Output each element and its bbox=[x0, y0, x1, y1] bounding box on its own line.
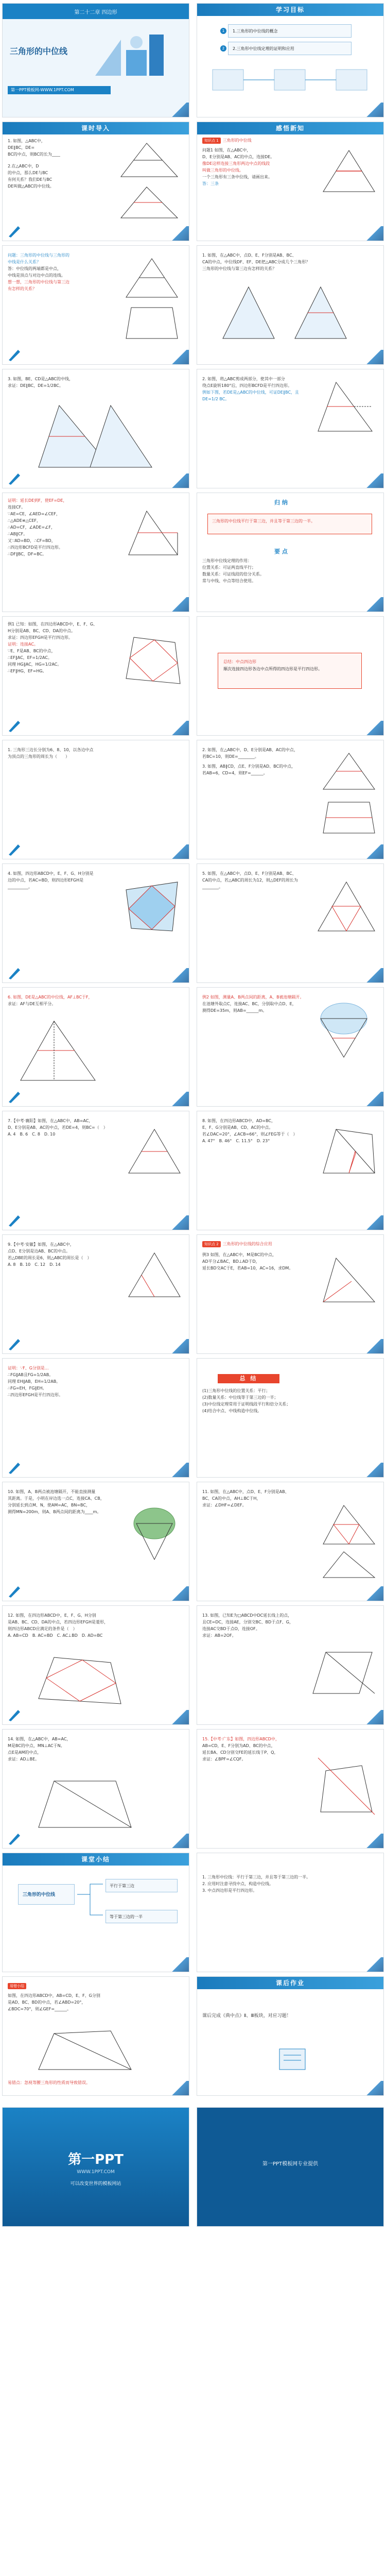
text-line: 总结：中点四边形 bbox=[223, 659, 256, 664]
text-line: 绕点E旋转180°后，四边形BCFD是平行四边形。 bbox=[202, 383, 292, 388]
exercise-text bbox=[8, 1488, 116, 1515]
question-text bbox=[202, 252, 372, 272]
text-line: 9.【中考·安徽】如图，在△ABC中， bbox=[8, 1242, 74, 1247]
text-line: BC、CA的中点，AH⊥BC于H， bbox=[202, 1496, 261, 1501]
text-line: AD平分∠BAC，BD⊥AD于D， bbox=[202, 1259, 260, 1264]
text-line: 求证：AD⊥BE。 bbox=[8, 1757, 40, 1761]
summary-node-text: 平行于第三边 bbox=[110, 1884, 134, 1888]
slide-exercise-6 bbox=[2, 1111, 189, 1230]
slide-exercise-11 bbox=[197, 1482, 384, 1601]
exercise-text bbox=[202, 870, 315, 890]
pen-icon bbox=[7, 718, 22, 733]
exercise-text bbox=[8, 1117, 121, 1138]
slide-title: 课时导入 bbox=[3, 122, 189, 134]
text-line: CA的中点，中位线DF、EF、DE把△ABC分成几个三角形？ bbox=[202, 260, 310, 264]
text-line: (4)结合中点、中线构造中位线。 bbox=[202, 1409, 262, 1413]
text-line: 11. 如图，在△ABC中，点D、E、F分别是AB、 bbox=[202, 1489, 289, 1494]
text-line: ________。 bbox=[202, 885, 223, 889]
summary-node-text: 三角形的中位线 bbox=[23, 1892, 56, 1897]
exercise-text bbox=[8, 747, 178, 760]
intro-text bbox=[8, 138, 111, 190]
text-line: ∴△ADE≌△CEF， bbox=[8, 518, 41, 523]
text-line: 数量关系：可证线段的倍分关系。 bbox=[202, 572, 264, 577]
goal-number: 2 bbox=[220, 45, 226, 52]
text-line: 点D、E分别是边AB、BC的中点。 bbox=[8, 1249, 71, 1253]
example-text bbox=[202, 1251, 315, 1272]
text-line: 证明：∵F、G分别是... bbox=[8, 1366, 49, 1370]
summary-brace bbox=[75, 1879, 106, 1930]
slide-exercise-13 bbox=[197, 1605, 384, 1725]
pen-icon bbox=[7, 1336, 22, 1351]
mistake-figure bbox=[33, 2028, 136, 2075]
text-line: 4. 如图，四边形ABCD中，E、F、G、H分别是 bbox=[8, 871, 94, 876]
example-text bbox=[202, 994, 305, 1014]
text-line: 测得DE=35m，则AB=______m。 bbox=[202, 1008, 267, 1013]
pond-figure bbox=[310, 998, 377, 1060]
text-line: 三角形的中位线与第三边有怎样的关系？ bbox=[202, 266, 276, 271]
cover-title: 三角形的中位线 bbox=[10, 46, 68, 56]
text-line: 问题1 如图，在△ABC中， bbox=[202, 148, 251, 152]
proof-text bbox=[8, 1365, 121, 1398]
homework-text: 课后完成《典中点》Ⅱ、Ⅲ板块，对应习题！ bbox=[202, 2013, 291, 2019]
summary-node-root bbox=[18, 1884, 75, 1905]
pond-figure bbox=[126, 1503, 183, 1565]
question-figure bbox=[218, 282, 362, 344]
text-line: D、E分别是AB、AC的中点，连接DE。 bbox=[202, 155, 275, 159]
text-line: 7.【中考·襄阳】如图，在△ABC中，AB=AC， bbox=[8, 1118, 93, 1123]
summary-text bbox=[202, 1387, 372, 1414]
exercise-figure bbox=[126, 1250, 183, 1302]
exercise-text bbox=[202, 1736, 315, 1762]
slide-cover bbox=[2, 3, 189, 117]
text-line: D、E分别是AB、AC的中点，若DE=4，则BC=（ ） bbox=[8, 1125, 108, 1130]
exercise-figure bbox=[321, 751, 377, 838]
example-text bbox=[8, 621, 121, 674]
text-line: 又∵AD=BD，∴CF=BD， bbox=[8, 538, 56, 543]
cover-site: 第一PPT模板网-WWW.1PPT.COM bbox=[8, 86, 111, 94]
knowledge-tag: 知识点 2 bbox=[202, 1241, 221, 1247]
goal-number: 1 bbox=[220, 28, 226, 34]
pen-icon bbox=[7, 841, 22, 857]
summary-heading: 归 纳 bbox=[274, 499, 288, 506]
text-line: 2. 应用时注意寻找中点，构造中位线。 bbox=[202, 1882, 274, 1886]
exercise-figure bbox=[121, 879, 183, 936]
proof-text bbox=[8, 497, 121, 557]
text-line: 想一想，三角形的中位线与第三边 bbox=[8, 280, 69, 284]
text-line: E、F、G分别是AB、CD、AC的中点。 bbox=[202, 1125, 273, 1130]
slide-question-1 bbox=[2, 245, 189, 365]
summary-node bbox=[106, 1910, 178, 1923]
pen-icon bbox=[7, 1707, 22, 1722]
knowledge-title: 三角形的中位线的综合应用 bbox=[222, 1242, 272, 1246]
slide-title: 课后作业 bbox=[197, 1977, 383, 1989]
exercise-text bbox=[202, 1488, 315, 1509]
text-line: 测得MN=200m，则A、B两点间的距离为____m。 bbox=[8, 1510, 101, 1514]
text-line: 2. 如图，将△ABC剪成两部分，使其中一部分 bbox=[202, 377, 285, 381]
text-line: 3. 如图，BE、CD是△ABC的中线， bbox=[8, 377, 74, 381]
slide-summary-2 bbox=[197, 1358, 384, 1478]
text-line: 叫做三角形的中位线。 bbox=[202, 168, 243, 173]
proof-figure bbox=[126, 509, 183, 560]
slide-exercise-10 bbox=[2, 1482, 189, 1601]
exercise-text bbox=[8, 1736, 121, 1762]
footer-logo: 第一PPT bbox=[68, 2152, 124, 2167]
text-line: H分别是AB、BC、CD、DA的中点。 bbox=[8, 629, 76, 633]
text-line: 例如下图，若DE是△ABC的中位线，可证DE∥BC，且 bbox=[202, 390, 299, 395]
text-line: ∴EF∥AC，EF=1/2AC。 bbox=[8, 655, 52, 660]
text-line: 一个三角形有三条中位线，请画出来。 bbox=[202, 175, 272, 179]
text-line: 有怎样的关系？ bbox=[8, 286, 37, 291]
text-line: ∴FG∥AB且FG=1/2AB。 bbox=[8, 1372, 54, 1377]
slide-exercise-12 bbox=[2, 1605, 189, 1725]
text-line: 若AB=6，CD=4，则EF=______。 bbox=[202, 771, 268, 775]
question-text bbox=[8, 376, 178, 389]
text-line: ∴DF∥BC，DF=BC。 bbox=[8, 552, 47, 556]
summary-node-text: 等于第三边的一半 bbox=[110, 1914, 143, 1919]
text-line: 证明：连接AC。 bbox=[8, 642, 38, 647]
text-line: 延长BA、CD分别交FE的延长线于P、Q， bbox=[202, 1750, 278, 1755]
text-line: 是AD、BC、BD的中点，若∠ABD=20°， bbox=[8, 2000, 86, 2005]
slide-exercise-4 bbox=[197, 863, 384, 983]
summary-heading: 总 结 bbox=[218, 1374, 279, 1383]
text-line: 顺次连接四边形各边中点所得的四边形是平行四边形。 bbox=[223, 667, 322, 671]
text-line: 有何关系？我们DE与BC bbox=[8, 177, 52, 182]
text-line: 2.在△ABC中，D bbox=[8, 164, 39, 168]
text-line: 13. 如图，已知E为□ABCD中DC延长线上的点， bbox=[202, 1613, 292, 1618]
exercise-figure bbox=[321, 1503, 377, 1580]
rotation-figure bbox=[315, 380, 377, 436]
slide-intro bbox=[2, 122, 189, 241]
text-line: 1. 如图，△ABC中， bbox=[8, 139, 45, 143]
exercise-text bbox=[8, 1612, 121, 1639]
exercise-text bbox=[8, 1241, 121, 1268]
text-line: 求证：∠DHF=∠DEF。 bbox=[202, 1503, 247, 1507]
text-line: ∴FG=EH，FG∥EH。 bbox=[8, 1386, 47, 1391]
text-line: 延长BD交AC于E，若AB=10，AC=16，求DM。 bbox=[202, 1266, 293, 1270]
text-line: __________。 bbox=[8, 885, 32, 889]
footer-slide-right bbox=[197, 2107, 384, 2227]
exercise-figure bbox=[18, 1019, 100, 1086]
text-line: 8. 如图，在四边形ABCD中，AD=BC， bbox=[202, 1118, 276, 1123]
exercise-figure bbox=[321, 1127, 377, 1178]
text-line: 14. 如图，在△ABC中，AB=AC， bbox=[8, 1737, 71, 1741]
text-line: 是AB、BC、CD、DA的中点，若四边形EFGH是菱形， bbox=[8, 1620, 109, 1624]
proof-figure bbox=[33, 400, 157, 472]
text-line: 求证：DE∥BC，DE=1/2BC。 bbox=[8, 383, 63, 388]
text-line: ∴四边形BCFD是平行四边形。 bbox=[8, 545, 63, 550]
text-line: M是BC的中点，MN⊥AC于N。 bbox=[8, 1743, 65, 1748]
knowledge-point-header bbox=[202, 138, 252, 144]
text-line: 12. 如图，在四边形ABCD中，E、F、G、H分别 bbox=[8, 1613, 96, 1618]
text-line: A. 8 B. 10 C. 12 D. 14 bbox=[8, 1262, 61, 1267]
pen-icon bbox=[7, 965, 22, 980]
slide-class-summary bbox=[2, 1853, 189, 1972]
text-line: 的中点，那么DE与BC bbox=[8, 171, 48, 175]
text-line: 其距离。于是，小明在岸边选一点C，连接CA、CB， bbox=[8, 1496, 104, 1501]
text-line: DE∥BC，DE= bbox=[8, 145, 35, 150]
text-line: AB=CD，E、F分别为AD、BC的中点， bbox=[202, 1743, 275, 1748]
text-line: 3. 如图，AB∥CD，点E、F分别是AD、BC的中点， bbox=[202, 764, 296, 769]
slide-exercise-3 bbox=[2, 863, 189, 983]
text-line: 1. 三角形中位线：平行于第三边，并且等于第三边的一半。 bbox=[202, 1875, 311, 1879]
text-line: A. 4 B. 6 C. 8 D. 10 bbox=[8, 1132, 56, 1137]
text-line: 例3 如图，在△ABC中，M是BC的中点， bbox=[202, 1252, 277, 1257]
quadrilateral-figure bbox=[124, 632, 185, 689]
text-line: 10. 如图，A、B两点被池塘隔开，不能直接测量 bbox=[8, 1489, 96, 1494]
text-line: 同理 EH∥AB，EH=1/2AB。 bbox=[8, 1379, 61, 1384]
pen-icon bbox=[7, 347, 22, 362]
text-line: 连接AC交BD于点O，连接OF。 bbox=[202, 1626, 260, 1631]
text-line: 若∠DAC=20°，∠ACB=66°，则∠FEG等于（ ） bbox=[202, 1132, 297, 1137]
pen-icon bbox=[7, 223, 22, 239]
text-line: 求证：∠BPF=∠CQF。 bbox=[202, 1757, 246, 1761]
slide-exercise-7 bbox=[197, 1111, 384, 1230]
text-line: 若△DBE的周长是6，则△ABC的周长是（ ） bbox=[8, 1256, 92, 1260]
slide-title: 学习目标 bbox=[197, 4, 383, 16]
slide-new-knowledge bbox=[197, 122, 384, 241]
exercise-figure bbox=[126, 1127, 183, 1178]
exercise-text bbox=[8, 870, 121, 890]
knowledge-point-header bbox=[202, 1241, 272, 1247]
text-line: 位置关系：可证两直线平行； bbox=[202, 565, 256, 570]
text-line: A. 47° B. 46° C. 11.5° D. 23° bbox=[202, 1139, 270, 1143]
text-line: 且CE=DC，连接AE，分别交BC、BD于点F、G， bbox=[202, 1620, 293, 1624]
text-line: ∴AD=CF，∠ADE=∠F， bbox=[8, 525, 55, 530]
goal-box-1 bbox=[222, 24, 352, 38]
mistake-text bbox=[8, 1992, 121, 2012]
slide-exercise-8 bbox=[2, 1234, 189, 1354]
midline-triangle-figure bbox=[321, 148, 377, 194]
pen-icon bbox=[7, 1460, 22, 1475]
summary-text bbox=[218, 653, 361, 678]
slide-proof-setup bbox=[2, 369, 189, 488]
slide-homework bbox=[197, 1976, 384, 2096]
knowledge-text bbox=[202, 147, 315, 187]
slide-exercise-5 bbox=[2, 987, 189, 1107]
text-line: ∵AE=CE，∠AED=∠CEF， bbox=[8, 512, 60, 516]
exercise-text bbox=[202, 1117, 315, 1144]
slide-exercise-15 bbox=[197, 1729, 384, 1849]
text-line: 连接CF。 bbox=[8, 505, 26, 510]
text-line: 3. 中点四边形是平行四边形。 bbox=[202, 1888, 257, 1893]
pen-icon bbox=[7, 470, 22, 486]
slide-example-1 bbox=[2, 616, 189, 736]
goal-box-2 bbox=[222, 42, 352, 55]
exercise-text bbox=[8, 994, 121, 1007]
text-line: CA的中点，若△ABC的周长为12，则△DEF的周长为 bbox=[202, 878, 298, 883]
text-line: 中线是什么关系？ bbox=[8, 260, 41, 264]
slide-proof bbox=[2, 493, 189, 612]
text-line: 例1 已知：如图，在四边形ABCD中，E、F、G、 bbox=[8, 622, 98, 626]
text-line: 为顶点的三角形的周长为（ ） bbox=[8, 754, 69, 759]
text-line: 答：三条 bbox=[202, 181, 219, 186]
slide-goals bbox=[197, 3, 384, 117]
text-line: DE叫做△ABC的中位线。 bbox=[8, 184, 54, 189]
text-line: 像DE这样连接三角形两边中点的线段 bbox=[202, 161, 270, 166]
text-line: 问题：三角形的中位线与三角形的 bbox=[8, 253, 69, 258]
goals-flow-diagram bbox=[207, 64, 372, 100]
question-figure bbox=[121, 256, 183, 344]
text-line: (3)中位线定理常用于证明线段平行和倍分关系； bbox=[202, 1402, 291, 1406]
exercise-figure bbox=[33, 1776, 136, 1833]
text-line: 例2 如图，测量A、B两点间的距离，A、B被池塘隔开。 bbox=[202, 995, 304, 999]
key-points-heading: 要 点 bbox=[274, 548, 288, 555]
exercise-text bbox=[202, 1612, 315, 1639]
text-line: 同理 HG∥AC，HG=1/2AC。 bbox=[8, 662, 62, 667]
slide-exercise-14 bbox=[2, 1729, 189, 1849]
summary-text bbox=[202, 1874, 372, 1894]
question-text bbox=[202, 376, 310, 402]
goal-text: 2.三角形中位线定理的证明和应用 bbox=[233, 46, 294, 51]
text-line: 1. 如图，在△ABC中，点D、E、F分别是AB、BC、 bbox=[202, 253, 296, 258]
text-line: DE=1/2 BC。 bbox=[202, 397, 230, 401]
summary-box bbox=[218, 653, 362, 689]
slide-knowledge-2 bbox=[197, 1234, 384, 1354]
goal-text: 1.三角形的中位线的概念 bbox=[233, 29, 278, 33]
slide-proof-idea bbox=[197, 369, 384, 488]
exercise-text bbox=[202, 747, 315, 776]
text-line: 6. 如图，DE是△ABC的中位线，AF⊥BC于F， bbox=[8, 995, 93, 999]
slide-exercise-1 bbox=[2, 740, 189, 859]
parallelogram-figure bbox=[310, 1647, 377, 1704]
text-line: 则四边形ABCD应满足的条件是（ ） bbox=[8, 1626, 77, 1631]
example-figure bbox=[321, 1256, 377, 1307]
footer-slide bbox=[2, 2107, 189, 2227]
mistake-tag-row bbox=[8, 1983, 28, 1989]
text-line: 证明：延长DE到F，使EF=DE， bbox=[8, 498, 67, 503]
text-line: 求证：AF与DE互相平分。 bbox=[8, 1002, 56, 1006]
cover-header-text: 第二十二章 四边形 bbox=[74, 10, 117, 15]
text-line: ∴AB∥CF。 bbox=[8, 532, 28, 536]
text-line: (1)三角形中位线的位置关系：平行； bbox=[202, 1388, 270, 1393]
slide-exercise-2 bbox=[197, 740, 384, 859]
text-line: 边的中点，若AC=BD，则四边形EFGH是 bbox=[8, 878, 84, 883]
intro-triangle-figures bbox=[116, 141, 183, 223]
text-line: (2)数量关系：中位线等于第三边的一半； bbox=[202, 1395, 278, 1400]
cover-blocks-graphic bbox=[90, 24, 167, 81]
exercise-figure bbox=[315, 879, 377, 936]
slide-summary-3 bbox=[197, 1853, 384, 1972]
text-line: 求证：AB=2OF。 bbox=[202, 1633, 236, 1638]
text-line: 1. 三角形三边长分别为6、8、10，以各边中点 bbox=[8, 748, 94, 752]
footer-tagline: 第一PPT模板网专业提供 bbox=[262, 2161, 319, 2167]
slide-example-2 bbox=[197, 987, 384, 1107]
text-line: 15.【中考·广东】如图，四边形ABCD中， bbox=[202, 1737, 279, 1741]
text-line: 三角形中位线定理的作用： bbox=[202, 558, 252, 563]
pen-icon bbox=[7, 1089, 22, 1104]
exercise-figure bbox=[315, 1755, 377, 1822]
slide-proof-2 bbox=[2, 1358, 189, 1478]
text-line: 点E是AM的中点， bbox=[8, 1750, 42, 1755]
slide-common-mistakes bbox=[2, 1976, 189, 2096]
text-line: 求证：四边形EFGH是平行四边形。 bbox=[8, 635, 73, 640]
text-line: 5. 如图，在△ABC中，点D、E、F分别是AB、BC、 bbox=[202, 871, 296, 876]
knowledge-title: 三角形的中位线 bbox=[222, 138, 252, 143]
slide-summary-theorem bbox=[197, 493, 384, 612]
theorem-text: 三角形的中位线平行于第三边，并且等于第三边的一半。 bbox=[212, 519, 315, 523]
text-line: 若BC=10，则DE=________。 bbox=[202, 754, 259, 759]
text-line: 如图，在四边形ABCD中，AB=CD，E、F、G分别 bbox=[8, 1993, 100, 1998]
mistake-note: 易错点：忽视等腰三角形的性质而导致错误。 bbox=[8, 2080, 90, 2085]
key-points-text bbox=[202, 557, 372, 584]
pen-icon bbox=[7, 1212, 22, 1228]
text-line: ∠BDC=70°，则∠GEF=______。 bbox=[8, 2007, 72, 2011]
text-line: ∴四边形EFGH是平行四边形。 bbox=[8, 1393, 63, 1397]
slide-title: 感悟新知 bbox=[197, 122, 383, 134]
text-line: 在池塘外取点C，连接AC、BC，分别取中点D、E， bbox=[202, 1002, 296, 1006]
slide-question-2 bbox=[197, 245, 384, 365]
text-line: 2. 如图，在△ABC中，D、E分别是AB、AC的中点， bbox=[202, 748, 298, 752]
exercise-figure bbox=[33, 1652, 126, 1709]
homework-icon bbox=[274, 2044, 310, 2075]
text-line: ∴EF∥HG，EF=HG。 bbox=[8, 669, 47, 673]
text-line: 分别延长到点M、N，使AM=AC，BN=BC， bbox=[8, 1503, 90, 1507]
slide-title: 课堂小结 bbox=[3, 1853, 189, 1866]
slide-example-summary bbox=[197, 616, 384, 736]
text-line: 常与中线、中点等结合使用。 bbox=[202, 579, 256, 583]
summary-node bbox=[106, 1879, 178, 1892]
text-line: ∵E、F是AB、BC的中点， bbox=[8, 649, 56, 653]
pen-icon bbox=[7, 1583, 22, 1599]
question-text bbox=[8, 252, 111, 292]
text-line: BC的中点，则BC的长为____ bbox=[8, 152, 60, 157]
knowledge-tag: 知识点 1 bbox=[202, 138, 221, 144]
mistake-tag: 易错小结 bbox=[8, 1983, 26, 1989]
text-line: 答：中位线的两端都是中点， bbox=[8, 266, 61, 271]
footer-brand: 可以改变世界的模板网站 bbox=[70, 2181, 121, 2187]
pen-icon bbox=[7, 1831, 22, 1846]
text-line: 中线是顶点与对边中点的连线。 bbox=[8, 273, 65, 278]
footer-site: WWW.1PPT.COM bbox=[77, 2170, 115, 2175]
text-line: A. AB=CD B. AC=BD C. AC⊥BD D. AD=BC bbox=[8, 1633, 103, 1638]
theorem-box bbox=[207, 514, 372, 534]
